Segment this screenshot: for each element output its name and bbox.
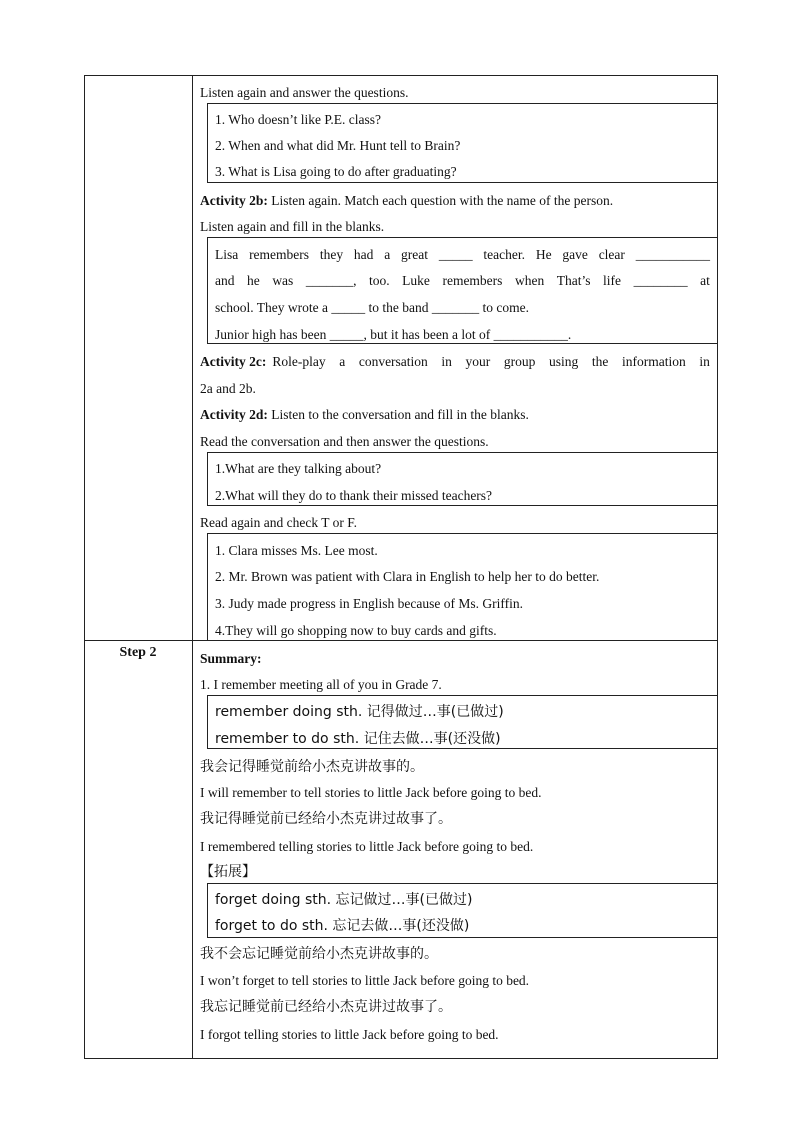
word: teacher. [483,247,526,262]
summary-heading: Summary: [200,651,262,666]
blank: _______, [305,273,357,288]
tf-item-2: 2. Mr. Brown was patient with Clara in English to help her to do better. [215,569,600,584]
conversation-question-1: 1.What are they talking about? [215,461,382,476]
word: a [339,354,346,369]
activity-2c [200,353,710,371]
word: at [700,273,710,288]
word: life [603,273,622,288]
word: a [384,247,391,262]
fill-line-1 [215,246,710,264]
english-example-2: I remembered telling stories to little Jack before going to bed. [200,839,534,854]
word: gave [562,247,588,262]
word: had [353,247,374,262]
tf-item-4: 4.They will go shopping now to buy cards and gifts. [215,623,497,638]
activity-2c-label: Activity 2c: [200,354,267,369]
word: information [622,354,686,369]
activity-2c-text [272,353,710,371]
word: conversation [358,354,428,369]
remember-to-do-usage: remember to do sth. 记住去做…事(还没做) [215,731,501,747]
question-1: 1. Who doesn’t like P.E. class? [215,112,381,127]
tf-item-3: 3. Judy made progress in English because of Ms. Griffin. [215,596,523,611]
word: Role-play [272,354,326,369]
blank: _____ [438,247,473,262]
word: and [215,273,235,288]
forget-to-do-usage: forget to do sth. 忘记去做…事(还没做) [215,918,470,934]
step-2-label: Step 2 [119,645,157,660]
question-2: 2. When and what did Mr. Hunt tell to Brain? [215,138,461,153]
conversation-question-2: 2.What will they do to thank their missed teachers? [215,488,493,503]
blank: ___________ [635,247,710,262]
chinese-example-2: 我记得睡觉前已经给小杰克讲过故事了。 [200,811,452,827]
word: in [441,354,452,369]
fill-line-2 [215,272,710,290]
activity-2b [200,192,613,210]
word: He [535,247,552,262]
activity-2d [200,406,529,424]
word: Lisa [215,247,239,262]
word: Luke [402,273,430,288]
word: remembers [442,273,503,288]
remember-doing-usage: remember doing sth. 记得做过…事(已做过) [215,704,504,720]
summary-sentence-1: 1. I remember meeting all of you in Grade 7. [200,677,442,692]
activity-2c-line-2: 2a and 2b. [200,381,256,396]
word: in [699,354,710,369]
word: remembers [249,247,310,262]
word: when [514,273,545,288]
english-example-3: I won’t forget to tell stories to little Jack before going to bed. [200,973,530,988]
forget-doing-usage: forget doing sth. 忘记做过…事(已做过) [215,892,473,908]
word: they [319,247,344,262]
word: clear [598,247,625,262]
activity-2d-label: Activity 2d: [200,407,268,422]
word: That’s [556,273,591,288]
blank: ________ [633,273,688,288]
question-3: 3. What is Lisa going to do after graduating? [215,164,457,179]
column-divider [192,75,193,1059]
read-answer-instruction: Read the conversation and then answer the questions. [200,434,489,449]
fill-line-3: school. They wrote a _____ to the band _______ to come. [215,300,529,315]
chinese-example-3: 我不会忘记睡觉前给小杰克讲故事的。 [200,946,438,962]
word: your [465,354,491,369]
extension-label: 【拓展】 [200,864,256,880]
word: group [503,354,536,369]
word: the [591,354,609,369]
word: he [247,273,260,288]
activity-2b-text: Listen again. Match each question with the name of the person. [267,193,614,208]
word: great [401,247,429,262]
activity-2d-text: Listen to the conversation and fill in the blanks. [267,407,529,422]
listen-again-instruction: Listen again and answer the questions. [200,85,409,100]
english-example-4: I forgot telling stories to little Jack before going to bed. [200,1027,499,1042]
chinese-example-4: 我忘记睡觉前已经给小杰克讲过故事了。 [200,999,452,1015]
chinese-example-1: 我会记得睡觉前给小杰克讲故事的。 [200,759,424,775]
tf-item-1: 1. Clara misses Ms. Lee most. [215,543,378,558]
listen-fill-instruction: Listen again and fill in the blanks. [200,219,385,234]
word: too. [369,273,390,288]
word: using [549,354,579,369]
english-example-1: I will remember to tell stories to little Jack before going to bed. [200,785,542,800]
word: was [272,273,294,288]
fill-line-4: Junior high has been _____, but it has been a lot of ___________. [215,327,572,342]
read-check-instruction: Read again and check T or F. [200,515,357,530]
activity-2b-label: Activity 2b: [200,193,268,208]
